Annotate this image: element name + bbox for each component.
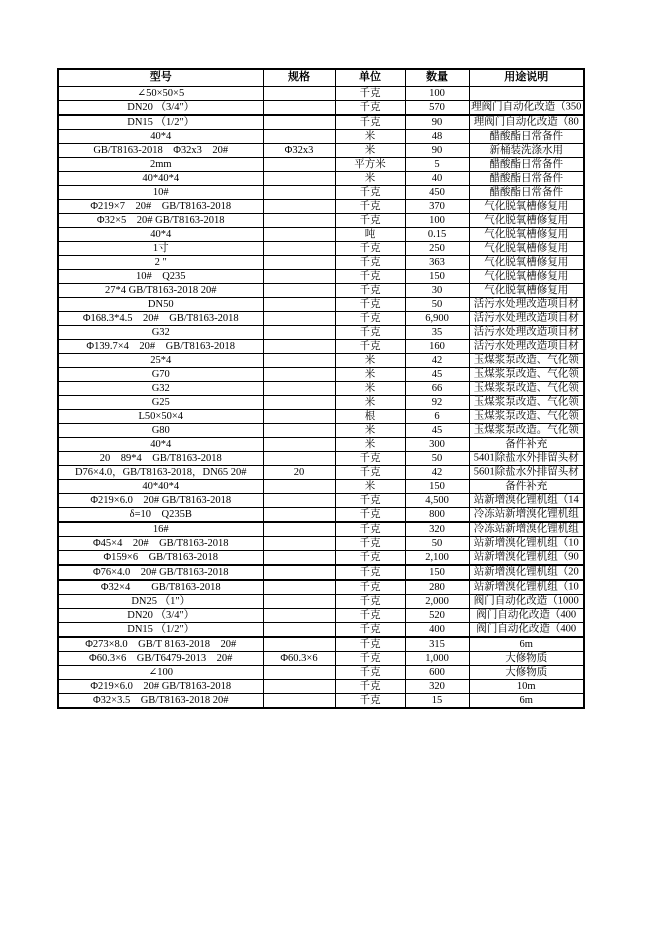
cell-usage[interactable]: 6m <box>469 637 584 652</box>
table-row <box>58 550 584 565</box>
cell-quantity[interactable]: 5 <box>405 157 469 171</box>
cell-quantity[interactable]: 92 <box>405 395 469 409</box>
cell-quantity[interactable]: 50 <box>405 536 469 550</box>
table-row <box>58 227 584 241</box>
table-row <box>58 580 584 595</box>
cell-unit[interactable]: 千克 <box>335 651 405 665</box>
cell-model[interactable]: DN15 （1/2"） <box>58 115 263 130</box>
cell-usage-text: 阀门自动化改造（1000 <box>473 595 579 607</box>
cell-usage[interactable]: 气化脱氧槽修复用 <box>469 269 584 283</box>
cell-usage[interactable] <box>469 381 584 395</box>
cell-quantity[interactable]: 15 <box>405 693 469 708</box>
cell-unit[interactable]: 千克 <box>335 241 405 255</box>
cell-model[interactable]: 40*4 <box>58 129 263 143</box>
cell-model[interactable]: 40*40*4 <box>58 479 263 493</box>
cell-unit[interactable]: 千克 <box>335 665 405 679</box>
cell-spec[interactable] <box>263 171 335 185</box>
table-row <box>58 185 584 199</box>
cell-quantity[interactable]: 45 <box>405 423 469 437</box>
cell-quantity[interactable]: 600 <box>405 665 469 679</box>
table-body <box>58 86 584 708</box>
cell-usage[interactable] <box>469 580 584 595</box>
cell-usage-text: 冷冻站新增溴化锂机组 <box>473 523 579 535</box>
cell-model[interactable]: G70 <box>58 367 263 381</box>
cell-model[interactable]: 10# <box>58 185 263 199</box>
cell-unit[interactable]: 米 <box>335 381 405 395</box>
cell-usage-text: 活污水处理改造项目材 <box>473 340 579 352</box>
cell-usage-text: 站新增溴化锂机组（90 <box>473 551 579 563</box>
column-header-spec: 规格 <box>263 69 335 86</box>
cell-spec[interactable] <box>263 665 335 679</box>
cell-quantity[interactable]: 50 <box>405 297 469 311</box>
cell-unit[interactable]: 千克 <box>335 185 405 199</box>
cell-quantity[interactable]: 400 <box>405 622 469 637</box>
cell-usage[interactable]: 气化脱氧槽修复用 <box>469 283 584 297</box>
cell-spec[interactable] <box>263 353 335 367</box>
cell-model[interactable]: 20 89*4 GB/T8163-2018 <box>58 451 263 465</box>
cell-usage-text: 理阀门自动化改造（350 <box>471 101 582 113</box>
cell-unit[interactable]: 千克 <box>335 325 405 339</box>
cell-spec[interactable] <box>263 283 335 297</box>
cell-spec[interactable] <box>263 86 335 100</box>
cell-usage[interactable]: 备件补充 <box>469 437 584 451</box>
table-row <box>58 86 584 100</box>
cell-quantity[interactable]: 150 <box>405 565 469 580</box>
table-row <box>58 255 584 269</box>
cell-model[interactable]: Φ76×4.0 20# GB/T8163-2018 <box>58 565 263 580</box>
cell-model[interactable]: 16# <box>58 522 263 537</box>
cell-usage-text: 5601除盐水外排留头材 <box>473 466 579 478</box>
table-row <box>58 171 584 185</box>
cell-usage-text: 玉煤浆泵改造、气化领 <box>473 382 579 394</box>
cell-quantity[interactable]: 800 <box>405 507 469 522</box>
cell-spec[interactable] <box>263 100 335 115</box>
cell-quantity[interactable]: 300 <box>405 437 469 451</box>
cell-quantity[interactable]: 150 <box>405 269 469 283</box>
table-row <box>58 157 584 171</box>
cell-spec[interactable] <box>263 479 335 493</box>
cell-model[interactable]: G32 <box>58 381 263 395</box>
cell-usage-text: 玉煤浆泵改造。气化领 <box>473 424 579 436</box>
cell-quantity[interactable]: 4,500 <box>405 493 469 507</box>
cell-model[interactable]: Φ139.7×4 20# GB/T8163-2018 <box>58 339 263 353</box>
cell-model[interactable]: 40*40*4 <box>58 171 263 185</box>
cell-usage[interactable]: 10m <box>469 679 584 693</box>
cell-unit[interactable]: 吨 <box>335 227 405 241</box>
cell-model[interactable]: Φ219×6.0 20# GB/T8163-2018 <box>58 679 263 693</box>
cell-quantity[interactable]: 450 <box>405 185 469 199</box>
table-row <box>58 339 584 353</box>
cell-model[interactable]: L50×50×4 <box>58 409 263 423</box>
cell-usage[interactable] <box>469 451 584 465</box>
cell-model[interactable]: GB/T8163-2018 Φ32x3 20# <box>58 143 263 157</box>
table-row <box>58 693 584 708</box>
column-header-model: 型号 <box>58 69 263 86</box>
cell-spec[interactable]: Φ32x3 <box>263 143 335 157</box>
cell-model[interactable]: G80 <box>58 423 263 437</box>
cell-unit[interactable]: 千克 <box>335 522 405 537</box>
column-header-usage: 用途说明 <box>469 69 584 86</box>
cell-quantity[interactable]: 570 <box>405 100 469 115</box>
cell-model[interactable]: 25*4 <box>58 353 263 367</box>
cell-model[interactable]: Φ219×6.0 20# GB/T8163-2018 <box>58 493 263 507</box>
cell-usage[interactable] <box>469 423 584 437</box>
cell-spec[interactable] <box>263 594 335 608</box>
cell-model[interactable]: Φ32×4 GB/T8163-2018 <box>58 580 263 595</box>
cell-usage[interactable] <box>469 536 584 550</box>
cell-quantity[interactable]: 30 <box>405 283 469 297</box>
table-row <box>58 143 584 157</box>
table-row <box>58 423 584 437</box>
cell-unit[interactable]: 千克 <box>335 199 405 213</box>
cell-usage-text: 冷冻站新增溴化锂机组 <box>473 508 579 520</box>
column-header-quantity: 数量 <box>405 69 469 86</box>
cell-usage[interactable] <box>469 493 584 507</box>
cell-unit[interactable]: 千克 <box>335 297 405 311</box>
table-row <box>58 622 584 637</box>
cell-spec[interactable] <box>263 213 335 227</box>
cell-model[interactable]: G32 <box>58 325 263 339</box>
cell-quantity[interactable]: 100 <box>405 213 469 227</box>
table-row <box>58 297 584 311</box>
cell-usage[interactable]: 气化脱氧槽修复用 <box>469 241 584 255</box>
cell-usage[interactable]: 大修物质 <box>469 651 584 665</box>
cell-model[interactable]: δ=10 Q235B <box>58 507 263 522</box>
table-row <box>58 269 584 283</box>
cell-spec[interactable] <box>263 693 335 708</box>
cell-usage-text: 5401除盐水外排留头材 <box>473 452 579 464</box>
cell-usage[interactable]: 气化脱氧槽修复用 <box>469 199 584 213</box>
cell-quantity[interactable]: 370 <box>405 199 469 213</box>
cell-quantity[interactable]: 50 <box>405 451 469 465</box>
cell-unit[interactable]: 千克 <box>335 255 405 269</box>
cell-quantity[interactable]: 315 <box>405 637 469 652</box>
cell-usage-text: 理阀门自动化改造（80 <box>473 116 579 128</box>
cell-spec[interactable] <box>263 608 335 622</box>
cell-quantity[interactable]: 45 <box>405 367 469 381</box>
cell-quantity[interactable]: 320 <box>405 522 469 537</box>
cell-quantity[interactable]: 280 <box>405 580 469 595</box>
cell-unit[interactable]: 米 <box>335 479 405 493</box>
cell-usage-text: 站新增溴化锂机组（14 <box>473 494 579 506</box>
cell-spec[interactable] <box>263 199 335 213</box>
cell-usage[interactable] <box>469 409 584 423</box>
cell-quantity[interactable]: 150 <box>405 479 469 493</box>
cell-model[interactable]: G25 <box>58 395 263 409</box>
cell-model[interactable]: ∠50×50×5 <box>58 86 263 100</box>
cell-unit[interactable]: 千克 <box>335 100 405 115</box>
cell-quantity[interactable]: 40 <box>405 171 469 185</box>
cell-unit[interactable]: 千克 <box>335 580 405 595</box>
cell-unit[interactable]: 米 <box>335 437 405 451</box>
cell-spec[interactable] <box>263 507 335 522</box>
cell-unit[interactable]: 米 <box>335 353 405 367</box>
table-row <box>58 665 584 679</box>
table-row <box>58 493 584 507</box>
cell-unit[interactable]: 米 <box>335 129 405 143</box>
cell-spec[interactable] <box>263 423 335 437</box>
cell-quantity[interactable]: 90 <box>405 115 469 130</box>
cell-spec[interactable] <box>263 227 335 241</box>
cell-model[interactable]: Φ219×7 20# GB/T8163-2018 <box>58 199 263 213</box>
table-row <box>58 353 584 367</box>
cell-usage[interactable] <box>469 339 584 353</box>
cell-quantity[interactable]: 160 <box>405 339 469 353</box>
table-row <box>58 367 584 381</box>
cell-unit[interactable]: 千克 <box>335 507 405 522</box>
cell-model[interactable]: Φ32×5 20# GB/T8163-2018 <box>58 213 263 227</box>
cell-usage[interactable] <box>469 608 584 622</box>
cell-unit[interactable]: 米 <box>335 171 405 185</box>
cell-unit[interactable]: 千克 <box>335 465 405 479</box>
cell-usage[interactable]: 醋酸酯日常备件 <box>469 171 584 185</box>
cell-usage-text: 阀门自动化改造（400 <box>476 623 577 635</box>
cell-unit[interactable]: 千克 <box>335 550 405 565</box>
cell-quantity[interactable]: 2,100 <box>405 550 469 565</box>
cell-model[interactable]: Φ60.3×6 GB/T6479-2013 20# <box>58 651 263 665</box>
table-row <box>58 325 584 339</box>
cell-usage[interactable] <box>469 311 584 325</box>
cell-quantity[interactable]: 2,000 <box>405 594 469 608</box>
cell-usage[interactable] <box>469 325 584 339</box>
cell-model[interactable]: Φ159×6 GB/T8163-2018 <box>58 550 263 565</box>
cell-usage[interactable] <box>469 353 584 367</box>
cell-unit[interactable]: 千克 <box>335 536 405 550</box>
cell-quantity[interactable]: 320 <box>405 679 469 693</box>
cell-quantity[interactable]: 1,000 <box>405 651 469 665</box>
cell-quantity[interactable]: 35 <box>405 325 469 339</box>
table-row <box>58 451 584 465</box>
cell-usage[interactable]: 备件补充 <box>469 479 584 493</box>
cell-usage-text: 活污水处理改造项目材 <box>473 312 579 324</box>
cell-quantity[interactable]: 6 <box>405 409 469 423</box>
cell-usage[interactable]: 气化脱氧槽修复用 <box>469 213 584 227</box>
cell-model[interactable]: 40*4 <box>58 437 263 451</box>
cell-spec[interactable] <box>263 297 335 311</box>
table-row <box>58 437 584 451</box>
cell-spec[interactable] <box>263 115 335 130</box>
table-row <box>58 115 584 130</box>
cell-spec[interactable] <box>263 395 335 409</box>
cell-model[interactable]: 2 " <box>58 255 263 269</box>
cell-usage[interactable]: 气化脱氧槽修复用 <box>469 255 584 269</box>
cell-spec[interactable] <box>263 339 335 353</box>
cell-model[interactable]: Φ32×3.5 GB/T8163-2018 20# <box>58 693 263 708</box>
cell-model[interactable]: ∠100 <box>58 665 263 679</box>
table-row <box>58 536 584 550</box>
cell-usage[interactable] <box>469 465 584 479</box>
cell-model[interactable]: Φ168.3*4.5 20# GB/T8163-2018 <box>58 311 263 325</box>
cell-usage[interactable] <box>469 522 584 537</box>
table-header <box>58 69 584 86</box>
cell-quantity[interactable]: 0.15 <box>405 227 469 241</box>
cell-usage-text: 活污水处理改造项目材 <box>473 298 579 310</box>
cell-usage-text: 玉煤浆泵改造、气化领 <box>473 368 579 380</box>
table-row <box>58 213 584 227</box>
cell-quantity[interactable]: 42 <box>405 465 469 479</box>
cell-usage[interactable]: 气化脱氧槽修复用 <box>469 227 584 241</box>
cell-spec[interactable] <box>263 550 335 565</box>
cell-unit[interactable]: 千克 <box>335 86 405 100</box>
cell-spec[interactable] <box>263 409 335 423</box>
cell-unit[interactable]: 米 <box>335 423 405 437</box>
cell-unit[interactable]: 千克 <box>335 565 405 580</box>
table-row <box>58 637 584 652</box>
cell-unit[interactable]: 千克 <box>335 451 405 465</box>
cell-quantity[interactable]: 363 <box>405 255 469 269</box>
cell-model[interactable]: 2mm <box>58 157 263 171</box>
cell-usage[interactable] <box>469 115 584 130</box>
cell-usage[interactable] <box>469 594 584 608</box>
cell-model[interactable]: Φ273×8.0 GB/T 8163-2018 20# <box>58 637 263 652</box>
cell-spec[interactable] <box>263 269 335 283</box>
cell-usage[interactable] <box>469 507 584 522</box>
table-row <box>58 679 584 693</box>
table-row <box>58 608 584 622</box>
cell-usage[interactable] <box>469 622 584 637</box>
table-row <box>58 465 584 479</box>
table-row <box>58 409 584 423</box>
table-row <box>58 565 584 580</box>
cell-spec[interactable] <box>263 185 335 199</box>
cell-spec[interactable] <box>263 311 335 325</box>
cell-model[interactable]: DN25 （1"） <box>58 594 263 608</box>
cell-quantity[interactable]: 42 <box>405 353 469 367</box>
cell-usage-text: 玉煤浆泵改造、气化领 <box>473 354 579 366</box>
cell-usage[interactable] <box>469 565 584 580</box>
cell-model[interactable]: 40*4 <box>58 227 263 241</box>
cell-unit[interactable]: 千克 <box>335 283 405 297</box>
table-row <box>58 100 584 115</box>
cell-model[interactable]: D76×4.0，GB/T8163-2018，DN65 20# <box>58 465 263 479</box>
cell-unit[interactable]: 千克 <box>335 608 405 622</box>
table-row <box>58 651 584 665</box>
materials-table <box>57 68 585 709</box>
cell-usage[interactable]: 醋酸酯日常备件 <box>469 185 584 199</box>
cell-usage-text: 玉煤浆泵改造、气化领 <box>473 396 579 408</box>
cell-model[interactable]: DN50 <box>58 297 263 311</box>
cell-quantity[interactable]: 100 <box>405 86 469 100</box>
cell-spec[interactable] <box>263 451 335 465</box>
table-row <box>58 129 584 143</box>
cell-unit[interactable]: 千克 <box>335 115 405 130</box>
cell-spec[interactable] <box>263 580 335 595</box>
cell-unit[interactable]: 米 <box>335 143 405 157</box>
cell-unit[interactable]: 千克 <box>335 637 405 652</box>
table-row <box>58 311 584 325</box>
table-row <box>58 395 584 409</box>
cell-spec[interactable] <box>263 129 335 143</box>
cell-spec[interactable] <box>263 381 335 395</box>
cell-usage-text: 站新增溴化锂机组（10 <box>473 537 579 549</box>
cell-usage[interactable]: 醋酸酯日常备件 <box>469 157 584 171</box>
cell-spec[interactable] <box>263 622 335 637</box>
cell-spec[interactable] <box>263 679 335 693</box>
cell-usage[interactable] <box>469 550 584 565</box>
header-row <box>58 69 584 86</box>
cell-spec[interactable] <box>263 255 335 269</box>
cell-spec[interactable] <box>263 325 335 339</box>
cell-quantity[interactable]: 520 <box>405 608 469 622</box>
cell-usage[interactable] <box>469 297 584 311</box>
cell-quantity[interactable]: 90 <box>405 143 469 157</box>
cell-usage-text: 活污水处理改造项目材 <box>473 326 579 338</box>
cell-model[interactable]: 1寸 <box>58 241 263 255</box>
cell-unit[interactable]: 千克 <box>335 311 405 325</box>
cell-usage[interactable] <box>469 86 584 100</box>
table-row <box>58 522 584 537</box>
cell-unit[interactable]: 根 <box>335 409 405 423</box>
cell-spec[interactable] <box>263 437 335 451</box>
table-row <box>58 594 584 608</box>
cell-unit[interactable]: 千克 <box>335 213 405 227</box>
cell-usage[interactable]: 大修物质 <box>469 665 584 679</box>
cell-usage-text: 站新增溴化锂机组（10 <box>473 581 579 593</box>
cell-unit[interactable]: 米 <box>335 367 405 381</box>
cell-model[interactable]: DN20 （3/4"） <box>58 608 263 622</box>
table-row <box>58 479 584 493</box>
table-row <box>58 381 584 395</box>
cell-spec[interactable] <box>263 157 335 171</box>
cell-usage-text: 阀门自动化改造（400 <box>476 609 577 621</box>
cell-unit[interactable]: 千克 <box>335 269 405 283</box>
cell-quantity[interactable]: 6,900 <box>405 311 469 325</box>
cell-unit[interactable]: 千克 <box>335 594 405 608</box>
cell-usage[interactable] <box>469 100 584 115</box>
cell-usage[interactable] <box>469 395 584 409</box>
cell-spec[interactable] <box>263 493 335 507</box>
cell-spec[interactable] <box>263 241 335 255</box>
cell-unit[interactable]: 米 <box>335 395 405 409</box>
cell-model[interactable]: DN15 （1/2"） <box>58 622 263 637</box>
table-row <box>58 199 584 213</box>
cell-spec[interactable] <box>263 367 335 381</box>
cell-unit[interactable]: 千克 <box>335 693 405 708</box>
table-row <box>58 241 584 255</box>
cell-model[interactable]: 27*4 GB/T8163-2018 20# <box>58 283 263 297</box>
cell-unit[interactable]: 平方米 <box>335 157 405 171</box>
cell-spec[interactable]: 20 <box>263 465 335 479</box>
cell-usage[interactable] <box>469 367 584 381</box>
cell-spec[interactable] <box>263 565 335 580</box>
cell-model[interactable]: DN20 （3/4"） <box>58 100 263 115</box>
cell-unit[interactable]: 千克 <box>335 622 405 637</box>
table-row <box>58 283 584 297</box>
cell-model[interactable]: 10# Q235 <box>58 269 263 283</box>
cell-spec[interactable]: Φ60.3×6 <box>263 651 335 665</box>
cell-usage-text: 站新增溴化锂机组（20 <box>473 566 579 578</box>
cell-spec[interactable] <box>263 637 335 652</box>
cell-quantity[interactable]: 48 <box>405 129 469 143</box>
cell-spec[interactable] <box>263 536 335 550</box>
cell-quantity[interactable]: 66 <box>405 381 469 395</box>
column-header-unit: 单位 <box>335 69 405 86</box>
cell-usage[interactable]: 新桶装洗涤水用 <box>469 143 584 157</box>
table-row <box>58 507 584 522</box>
cell-usage[interactable]: 醋酸酯日常备件 <box>469 129 584 143</box>
cell-model[interactable]: Φ45×4 20# GB/T8163-2018 <box>58 536 263 550</box>
cell-spec[interactable] <box>263 522 335 537</box>
cell-unit[interactable]: 千克 <box>335 339 405 353</box>
cell-unit[interactable]: 千克 <box>335 679 405 693</box>
cell-usage[interactable]: 6m <box>469 693 584 708</box>
cell-quantity[interactable]: 250 <box>405 241 469 255</box>
cell-unit[interactable]: 千克 <box>335 493 405 507</box>
cell-usage-text: 玉煤浆泵改造、气化领 <box>473 410 579 422</box>
